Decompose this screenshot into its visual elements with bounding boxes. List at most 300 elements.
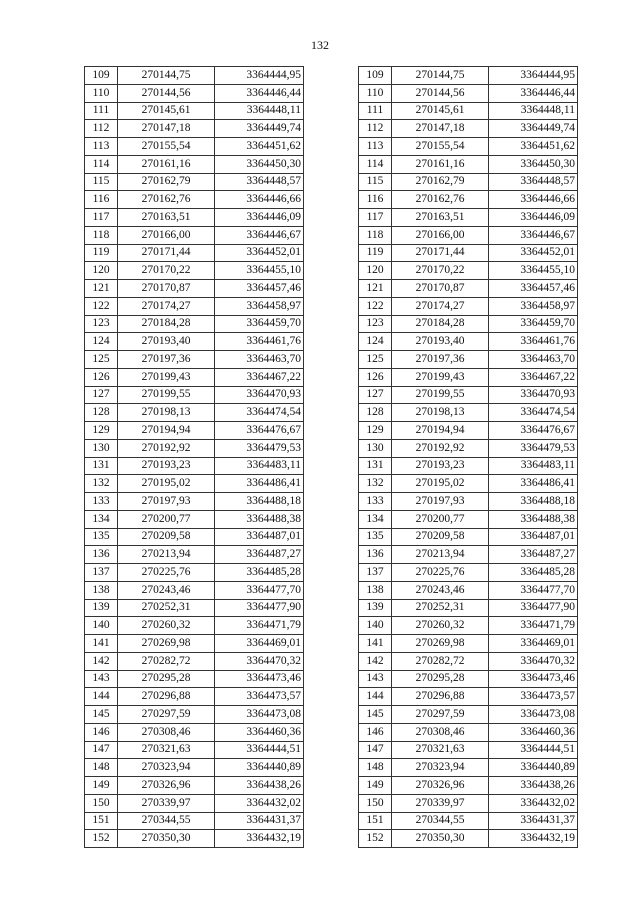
y-coordinate-cell: 3364483,11 [489, 457, 578, 475]
table-row [359, 670, 578, 688]
x-coordinate-cell: 270184,28 [118, 315, 215, 333]
table-row [359, 191, 578, 209]
y-coordinate-cell: 3364469,01 [489, 635, 578, 653]
y-coordinate-cell: 3364473,46 [215, 670, 304, 688]
y-coordinate-cell: 3364455,10 [215, 262, 304, 280]
table-row [359, 226, 578, 244]
table-row [85, 777, 304, 795]
y-coordinate-cell: 3364471,79 [215, 617, 304, 635]
x-coordinate-cell: 270166,00 [392, 226, 489, 244]
y-coordinate-cell: 3364476,67 [489, 422, 578, 440]
table-row [85, 510, 304, 528]
point-number-cell: 114 [85, 155, 118, 173]
table-row [85, 812, 304, 830]
point-number-cell: 127 [359, 386, 392, 404]
y-coordinate-cell: 3364444,51 [215, 741, 304, 759]
point-number-cell: 129 [359, 422, 392, 440]
x-coordinate-cell: 270193,40 [392, 333, 489, 351]
x-coordinate-cell: 270184,28 [392, 315, 489, 333]
table-row [359, 173, 578, 191]
y-coordinate-cell: 3364438,26 [489, 777, 578, 795]
table-row [85, 439, 304, 457]
point-number-cell: 121 [85, 280, 118, 298]
table-row [85, 67, 304, 85]
y-coordinate-cell: 3364432,02 [489, 794, 578, 812]
y-coordinate-cell: 3364479,53 [215, 439, 304, 457]
y-coordinate-cell: 3364487,01 [215, 528, 304, 546]
table-row [85, 280, 304, 298]
x-coordinate-cell: 270213,94 [118, 546, 215, 564]
table-row [359, 830, 578, 848]
table-row [85, 493, 304, 511]
coordinates-table-right [358, 66, 578, 848]
table-row [85, 120, 304, 138]
x-coordinate-cell: 270321,63 [392, 741, 489, 759]
x-coordinate-cell: 270163,51 [118, 209, 215, 227]
y-coordinate-cell: 3364460,36 [489, 723, 578, 741]
table-row [359, 635, 578, 653]
table-row [85, 191, 304, 209]
table-row [85, 209, 304, 227]
point-number-cell: 128 [85, 404, 118, 422]
point-number-cell: 131 [85, 457, 118, 475]
table-row [359, 581, 578, 599]
table-row [85, 262, 304, 280]
x-coordinate-cell: 270296,88 [118, 688, 215, 706]
y-coordinate-cell: 3364446,09 [489, 209, 578, 227]
y-coordinate-cell: 3364474,54 [215, 404, 304, 422]
point-number-cell: 143 [359, 670, 392, 688]
point-number-cell: 134 [359, 510, 392, 528]
point-number-cell: 115 [359, 173, 392, 191]
table-row [85, 457, 304, 475]
y-coordinate-cell: 3364446,44 [215, 84, 304, 102]
y-coordinate-cell: 3364460,36 [215, 723, 304, 741]
point-number-cell: 141 [359, 635, 392, 653]
point-number-cell: 143 [85, 670, 118, 688]
point-number-cell: 138 [359, 581, 392, 599]
point-number-cell: 144 [359, 688, 392, 706]
point-number-cell: 137 [85, 564, 118, 582]
table-row [85, 386, 304, 404]
x-coordinate-cell: 270198,13 [392, 404, 489, 422]
table-row [85, 830, 304, 848]
y-coordinate-cell: 3364483,11 [215, 457, 304, 475]
point-number-cell: 146 [359, 723, 392, 741]
y-coordinate-cell: 3364473,46 [489, 670, 578, 688]
y-coordinate-cell: 3364487,01 [489, 528, 578, 546]
point-number-cell: 145 [85, 706, 118, 724]
y-coordinate-cell: 3364444,95 [489, 67, 578, 85]
y-coordinate-cell: 3364485,28 [215, 564, 304, 582]
table-row [85, 475, 304, 493]
x-coordinate-cell: 270155,54 [392, 138, 489, 156]
table-row [85, 173, 304, 191]
point-number-cell: 111 [359, 102, 392, 120]
table-row [359, 84, 578, 102]
table-row [85, 404, 304, 422]
table-row [85, 333, 304, 351]
x-coordinate-cell: 270162,79 [118, 173, 215, 191]
table-row [359, 280, 578, 298]
x-coordinate-cell: 270323,94 [392, 759, 489, 777]
x-coordinate-cell: 270144,75 [392, 67, 489, 85]
y-coordinate-cell: 3364458,97 [489, 297, 578, 315]
table-row [359, 706, 578, 724]
y-coordinate-cell: 3364470,32 [215, 652, 304, 670]
y-coordinate-cell: 3364473,08 [489, 706, 578, 724]
table-row [85, 564, 304, 582]
x-coordinate-cell: 270339,97 [392, 794, 489, 812]
point-number-cell: 118 [85, 226, 118, 244]
x-coordinate-cell: 270197,36 [118, 351, 215, 369]
point-number-cell: 112 [359, 120, 392, 138]
x-coordinate-cell: 270174,27 [392, 297, 489, 315]
table-row [85, 138, 304, 156]
x-coordinate-cell: 270200,77 [392, 510, 489, 528]
table-row [359, 297, 578, 315]
table-row [85, 226, 304, 244]
table-row [359, 794, 578, 812]
point-number-cell: 115 [85, 173, 118, 191]
x-coordinate-cell: 270252,31 [392, 599, 489, 617]
y-coordinate-cell: 3364477,70 [215, 581, 304, 599]
y-coordinate-cell: 3364461,76 [489, 333, 578, 351]
point-number-cell: 123 [85, 315, 118, 333]
x-coordinate-cell: 270145,61 [392, 102, 489, 120]
y-coordinate-cell: 3364461,76 [215, 333, 304, 351]
y-coordinate-cell: 3364444,95 [215, 67, 304, 85]
point-number-cell: 125 [85, 351, 118, 369]
table-row [85, 794, 304, 812]
x-coordinate-cell: 270344,55 [118, 812, 215, 830]
y-coordinate-cell: 3364444,51 [489, 741, 578, 759]
y-coordinate-cell: 3364477,70 [489, 581, 578, 599]
y-coordinate-cell: 3364470,93 [489, 386, 578, 404]
table-row [359, 599, 578, 617]
x-coordinate-cell: 270213,94 [392, 546, 489, 564]
x-coordinate-cell: 270197,36 [392, 351, 489, 369]
x-coordinate-cell: 270162,76 [392, 191, 489, 209]
y-coordinate-cell: 3364473,57 [489, 688, 578, 706]
x-coordinate-cell: 270163,51 [392, 209, 489, 227]
point-number-cell: 125 [359, 351, 392, 369]
point-number-cell: 139 [359, 599, 392, 617]
x-coordinate-cell: 270295,28 [392, 670, 489, 688]
page-number: 132 [311, 38, 329, 52]
point-number-cell: 149 [359, 777, 392, 795]
x-coordinate-cell: 270199,55 [118, 386, 215, 404]
table-row [359, 333, 578, 351]
x-coordinate-cell: 270243,46 [392, 581, 489, 599]
x-coordinate-cell: 270170,87 [392, 280, 489, 298]
table-row [359, 759, 578, 777]
point-number-cell: 127 [85, 386, 118, 404]
table-row [85, 351, 304, 369]
y-coordinate-cell: 3364457,46 [215, 280, 304, 298]
y-coordinate-cell: 3364479,53 [489, 439, 578, 457]
point-number-cell: 116 [359, 191, 392, 209]
x-coordinate-cell: 270326,96 [392, 777, 489, 795]
x-coordinate-cell: 270145,61 [118, 102, 215, 120]
point-number-cell: 110 [85, 84, 118, 102]
point-number-cell: 129 [85, 422, 118, 440]
y-coordinate-cell: 3364459,70 [489, 315, 578, 333]
y-coordinate-cell: 3364446,67 [489, 226, 578, 244]
x-coordinate-cell: 270199,43 [392, 368, 489, 386]
x-coordinate-cell: 270194,94 [392, 422, 489, 440]
x-coordinate-cell: 270192,92 [118, 439, 215, 457]
point-number-cell: 124 [85, 333, 118, 351]
point-number-cell: 135 [359, 528, 392, 546]
x-coordinate-cell: 270296,88 [392, 688, 489, 706]
y-coordinate-cell: 3364431,37 [489, 812, 578, 830]
x-coordinate-cell: 270197,93 [118, 493, 215, 511]
point-number-cell: 119 [85, 244, 118, 262]
x-coordinate-cell: 270326,96 [118, 777, 215, 795]
x-coordinate-cell: 270200,77 [118, 510, 215, 528]
y-coordinate-cell: 3364485,28 [489, 564, 578, 582]
y-coordinate-cell: 3364487,27 [215, 546, 304, 564]
y-coordinate-cell: 3364477,90 [489, 599, 578, 617]
table-row [359, 528, 578, 546]
point-number-cell: 140 [359, 617, 392, 635]
point-number-cell: 118 [359, 226, 392, 244]
x-coordinate-cell: 270323,94 [118, 759, 215, 777]
table-row [85, 635, 304, 653]
point-number-cell: 109 [85, 67, 118, 85]
point-number-cell: 135 [85, 528, 118, 546]
x-coordinate-cell: 270225,76 [392, 564, 489, 582]
y-coordinate-cell: 3364448,57 [489, 173, 578, 191]
point-number-cell: 149 [85, 777, 118, 795]
x-coordinate-cell: 270350,30 [118, 830, 215, 848]
x-coordinate-cell: 270321,63 [118, 741, 215, 759]
point-number-cell: 117 [359, 209, 392, 227]
point-number-cell: 134 [85, 510, 118, 528]
y-coordinate-cell: 3364458,97 [215, 297, 304, 315]
y-coordinate-cell: 3364470,93 [215, 386, 304, 404]
x-coordinate-cell: 270350,30 [392, 830, 489, 848]
point-number-cell: 109 [359, 67, 392, 85]
point-number-cell: 122 [85, 297, 118, 315]
table-row [85, 617, 304, 635]
table-row [85, 723, 304, 741]
table-row [85, 652, 304, 670]
table-row [85, 741, 304, 759]
table-row [359, 741, 578, 759]
point-number-cell: 113 [359, 138, 392, 156]
y-coordinate-cell: 3364459,70 [215, 315, 304, 333]
point-number-cell: 148 [85, 759, 118, 777]
point-number-cell: 152 [359, 830, 392, 848]
point-number-cell: 114 [359, 155, 392, 173]
table-row [359, 617, 578, 635]
point-number-cell: 133 [85, 493, 118, 511]
table-row [359, 546, 578, 564]
point-number-cell: 126 [359, 368, 392, 386]
table-row [359, 351, 578, 369]
y-coordinate-cell: 3364469,01 [215, 635, 304, 653]
point-number-cell: 147 [359, 741, 392, 759]
point-number-cell: 112 [85, 120, 118, 138]
y-coordinate-cell: 3364486,41 [215, 475, 304, 493]
point-number-cell: 145 [359, 706, 392, 724]
x-coordinate-cell: 270295,28 [118, 670, 215, 688]
y-coordinate-cell: 3364431,37 [215, 812, 304, 830]
y-coordinate-cell: 3364467,22 [215, 368, 304, 386]
x-coordinate-cell: 270198,13 [118, 404, 215, 422]
x-coordinate-cell: 270162,79 [392, 173, 489, 191]
y-coordinate-cell: 3364473,57 [215, 688, 304, 706]
table-row [85, 315, 304, 333]
y-coordinate-cell: 3364432,02 [215, 794, 304, 812]
table-row [359, 102, 578, 120]
point-number-cell: 148 [359, 759, 392, 777]
y-coordinate-cell: 3364451,62 [215, 138, 304, 156]
table-row [359, 244, 578, 262]
table-row [85, 546, 304, 564]
table-row [359, 812, 578, 830]
x-coordinate-cell: 270170,22 [392, 262, 489, 280]
table-row [359, 368, 578, 386]
point-number-cell: 128 [359, 404, 392, 422]
point-number-cell: 142 [359, 652, 392, 670]
table-row [85, 297, 304, 315]
y-coordinate-cell: 3364477,90 [215, 599, 304, 617]
y-coordinate-cell: 3364457,46 [489, 280, 578, 298]
table-row [359, 315, 578, 333]
point-number-cell: 138 [85, 581, 118, 599]
table-row [359, 67, 578, 85]
point-number-cell: 120 [85, 262, 118, 280]
point-number-cell: 122 [359, 297, 392, 315]
table-row [359, 723, 578, 741]
y-coordinate-cell: 3364463,70 [215, 351, 304, 369]
y-coordinate-cell: 3364432,19 [489, 830, 578, 848]
x-coordinate-cell: 270162,76 [118, 191, 215, 209]
x-coordinate-cell: 270194,94 [118, 422, 215, 440]
x-coordinate-cell: 270260,32 [392, 617, 489, 635]
point-number-cell: 132 [85, 475, 118, 493]
table-row [359, 564, 578, 582]
table-row [85, 244, 304, 262]
y-coordinate-cell: 3364455,10 [489, 262, 578, 280]
table-row [359, 439, 578, 457]
point-number-cell: 110 [359, 84, 392, 102]
point-number-cell: 150 [85, 794, 118, 812]
point-number-cell: 136 [85, 546, 118, 564]
x-coordinate-cell: 270166,00 [118, 226, 215, 244]
x-coordinate-cell: 270308,46 [118, 723, 215, 741]
x-coordinate-cell: 270260,32 [118, 617, 215, 635]
point-number-cell: 130 [85, 439, 118, 457]
x-coordinate-cell: 270209,58 [392, 528, 489, 546]
x-coordinate-cell: 270297,59 [392, 706, 489, 724]
point-number-cell: 152 [85, 830, 118, 848]
point-number-cell: 130 [359, 439, 392, 457]
y-coordinate-cell: 3364446,44 [489, 84, 578, 102]
y-coordinate-cell: 3364432,19 [215, 830, 304, 848]
table-row [359, 422, 578, 440]
point-number-cell: 141 [85, 635, 118, 653]
y-coordinate-cell: 3364446,66 [215, 191, 304, 209]
x-coordinate-cell: 270155,54 [118, 138, 215, 156]
coordinates-table-left-body [85, 67, 304, 848]
x-coordinate-cell: 270282,72 [118, 652, 215, 670]
x-coordinate-cell: 270297,59 [118, 706, 215, 724]
y-coordinate-cell: 3364488,38 [489, 510, 578, 528]
table-row [85, 155, 304, 173]
table-row [85, 102, 304, 120]
table-row [85, 368, 304, 386]
y-coordinate-cell: 3364440,89 [215, 759, 304, 777]
y-coordinate-cell: 3364448,11 [215, 102, 304, 120]
x-coordinate-cell: 270344,55 [392, 812, 489, 830]
point-number-cell: 117 [85, 209, 118, 227]
table-row [359, 120, 578, 138]
point-number-cell: 126 [85, 368, 118, 386]
point-number-cell: 116 [85, 191, 118, 209]
x-coordinate-cell: 270269,98 [118, 635, 215, 653]
x-coordinate-cell: 270144,56 [392, 84, 489, 102]
y-coordinate-cell: 3364452,01 [215, 244, 304, 262]
x-coordinate-cell: 270209,58 [118, 528, 215, 546]
x-coordinate-cell: 270199,55 [392, 386, 489, 404]
x-coordinate-cell: 270147,18 [392, 120, 489, 138]
table-row [85, 706, 304, 724]
point-number-cell: 139 [85, 599, 118, 617]
x-coordinate-cell: 270243,46 [118, 581, 215, 599]
x-coordinate-cell: 270174,27 [118, 297, 215, 315]
point-number-cell: 113 [85, 138, 118, 156]
point-number-cell: 150 [359, 794, 392, 812]
point-number-cell: 137 [359, 564, 392, 582]
y-coordinate-cell: 3364470,32 [489, 652, 578, 670]
table-row [359, 475, 578, 493]
x-coordinate-cell: 270339,97 [118, 794, 215, 812]
x-coordinate-cell: 270199,43 [118, 368, 215, 386]
x-coordinate-cell: 270171,44 [392, 244, 489, 262]
table-row [85, 688, 304, 706]
y-coordinate-cell: 3364486,41 [489, 475, 578, 493]
point-number-cell: 144 [85, 688, 118, 706]
x-coordinate-cell: 270193,23 [392, 457, 489, 475]
table-row [359, 652, 578, 670]
point-number-cell: 120 [359, 262, 392, 280]
y-coordinate-cell: 3364446,67 [215, 226, 304, 244]
x-coordinate-cell: 270144,75 [118, 67, 215, 85]
table-row [359, 138, 578, 156]
y-coordinate-cell: 3364467,22 [489, 368, 578, 386]
point-number-cell: 140 [85, 617, 118, 635]
coordinates-table-right-body [359, 67, 578, 848]
x-coordinate-cell: 270192,92 [392, 439, 489, 457]
table-row [85, 422, 304, 440]
y-coordinate-cell: 3364451,62 [489, 138, 578, 156]
y-coordinate-cell: 3364473,08 [215, 706, 304, 724]
y-coordinate-cell: 3364450,30 [489, 155, 578, 173]
table-row [359, 493, 578, 511]
point-number-cell: 124 [359, 333, 392, 351]
point-number-cell: 136 [359, 546, 392, 564]
x-coordinate-cell: 270161,16 [392, 155, 489, 173]
y-coordinate-cell: 3364476,67 [215, 422, 304, 440]
y-coordinate-cell: 3364474,54 [489, 404, 578, 422]
x-coordinate-cell: 270308,46 [392, 723, 489, 741]
y-coordinate-cell: 3364488,38 [215, 510, 304, 528]
y-coordinate-cell: 3364449,74 [215, 120, 304, 138]
